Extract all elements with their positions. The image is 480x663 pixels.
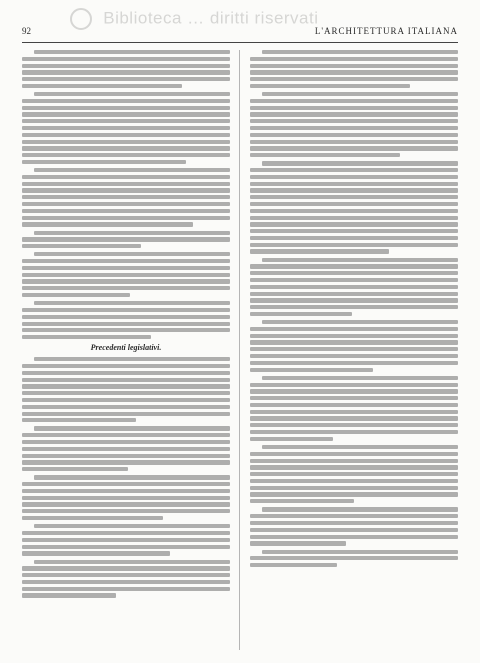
text-line-placeholder xyxy=(250,472,458,476)
text-line-placeholder xyxy=(22,405,230,409)
text-line-placeholder xyxy=(250,140,458,144)
text-line-placeholder xyxy=(250,146,458,150)
text-line-placeholder xyxy=(250,126,458,130)
text-line-placeholder xyxy=(250,195,458,199)
text-line-placeholder xyxy=(250,437,333,441)
text-line-placeholder xyxy=(250,168,458,172)
text-line-placeholder xyxy=(250,271,458,275)
text-line-placeholder xyxy=(250,236,458,240)
text-line-placeholder xyxy=(250,312,352,316)
text-line-placeholder xyxy=(22,531,230,535)
text-line-placeholder xyxy=(22,566,230,570)
text-line-placeholder xyxy=(22,440,230,444)
text-line-placeholder xyxy=(22,77,230,81)
text-line-placeholder xyxy=(250,229,458,233)
text-line-placeholder xyxy=(250,514,458,518)
text-line-placeholder xyxy=(250,70,458,74)
text-line-placeholder xyxy=(262,445,458,449)
text-line-placeholder xyxy=(22,146,230,150)
text-line-placeholder xyxy=(22,140,230,144)
text-line-placeholder xyxy=(22,418,136,422)
text-line-placeholder xyxy=(22,119,230,123)
text-line-placeholder xyxy=(250,285,458,289)
text-line-placeholder xyxy=(22,378,230,382)
text-line-placeholder xyxy=(34,475,230,479)
right-column-text xyxy=(250,50,458,567)
text-line-placeholder xyxy=(250,182,458,186)
text-line-placeholder xyxy=(250,396,458,400)
section-heading: Precedenti legislativi. xyxy=(90,343,162,353)
text-line-placeholder xyxy=(250,563,337,567)
text-line-placeholder xyxy=(22,160,186,164)
text-line-placeholder xyxy=(22,538,230,542)
text-line-placeholder xyxy=(250,57,458,61)
text-line-placeholder xyxy=(250,216,458,220)
text-line-placeholder xyxy=(22,175,230,179)
text-line-placeholder xyxy=(250,249,389,253)
text-line-placeholder xyxy=(262,507,458,511)
text-line-placeholder xyxy=(22,460,230,464)
text-line-placeholder xyxy=(34,357,230,361)
text-paragraph-placeholder xyxy=(250,445,458,503)
text-line-placeholder xyxy=(262,376,458,380)
text-line-placeholder xyxy=(262,258,458,262)
text-line-placeholder xyxy=(22,273,230,277)
text-line-placeholder xyxy=(250,264,458,268)
text-line-placeholder xyxy=(250,175,458,179)
text-line-placeholder xyxy=(34,301,230,305)
running-head: L'ARCHITETTURA ITALIANA xyxy=(314,26,458,36)
text-paragraph-placeholder xyxy=(250,258,458,316)
text-line-placeholder xyxy=(250,452,458,456)
text-line-placeholder xyxy=(250,77,458,81)
text-line-placeholder xyxy=(22,593,116,597)
text-line-placeholder xyxy=(22,335,151,339)
text-line-placeholder xyxy=(22,133,230,137)
text-line-placeholder xyxy=(250,465,458,469)
text-line-placeholder xyxy=(22,84,182,88)
text-line-placeholder xyxy=(22,195,230,199)
text-line-placeholder xyxy=(34,252,230,256)
text-line-placeholder xyxy=(250,64,458,68)
text-line-placeholder xyxy=(262,550,458,554)
page-number: 92 xyxy=(22,26,31,36)
text-line-placeholder xyxy=(250,486,458,490)
text-paragraph-placeholder xyxy=(22,301,230,339)
text-line-placeholder xyxy=(22,545,230,549)
text-line-placeholder xyxy=(22,454,230,458)
text-paragraph-placeholder xyxy=(22,252,230,297)
text-line-placeholder xyxy=(250,361,458,365)
text-line-placeholder xyxy=(250,153,400,157)
text-line-placeholder xyxy=(22,322,230,326)
text-line-placeholder xyxy=(250,119,458,123)
text-line-placeholder xyxy=(22,328,230,332)
text-line-placeholder xyxy=(250,389,458,393)
text-line-placeholder xyxy=(22,279,230,283)
page-header xyxy=(22,26,458,42)
text-line-placeholder xyxy=(22,412,230,416)
text-line-placeholder xyxy=(22,64,230,68)
text-line-placeholder xyxy=(250,430,458,434)
text-line-placeholder xyxy=(22,222,193,226)
text-line-placeholder xyxy=(250,492,458,496)
left-column-upper-text xyxy=(22,50,230,339)
text-line-placeholder xyxy=(22,489,230,493)
text-line-placeholder xyxy=(34,231,230,235)
text-line-placeholder xyxy=(250,535,458,539)
text-line-placeholder xyxy=(22,364,230,368)
text-paragraph-placeholder xyxy=(22,475,230,520)
text-line-placeholder xyxy=(22,315,230,319)
text-line-placeholder xyxy=(34,168,230,172)
text-line-placeholder xyxy=(250,403,458,407)
text-paragraph-placeholder xyxy=(22,560,230,598)
text-line-placeholder xyxy=(250,368,373,372)
text-line-placeholder xyxy=(250,133,458,137)
text-line-placeholder xyxy=(22,286,230,290)
text-line-placeholder xyxy=(250,521,458,525)
text-line-placeholder xyxy=(22,509,230,513)
text-line-placeholder xyxy=(262,50,458,54)
text-line-placeholder xyxy=(22,482,230,486)
text-line-placeholder xyxy=(250,340,458,344)
text-line-placeholder xyxy=(250,459,458,463)
text-line-placeholder xyxy=(22,551,170,555)
text-line-placeholder xyxy=(262,320,458,324)
text-paragraph-placeholder xyxy=(250,92,458,157)
text-line-placeholder xyxy=(22,182,230,186)
text-line-placeholder xyxy=(250,298,458,302)
text-paragraph-placeholder xyxy=(22,168,230,226)
text-line-placeholder xyxy=(22,259,230,263)
text-line-placeholder xyxy=(250,243,458,247)
text-line-placeholder xyxy=(22,447,230,451)
left-column xyxy=(22,50,230,650)
text-line-placeholder xyxy=(250,499,354,503)
column-divider xyxy=(239,50,240,650)
text-line-placeholder xyxy=(22,433,230,437)
text-line-placeholder xyxy=(22,106,230,110)
text-line-placeholder xyxy=(22,266,230,270)
text-line-placeholder xyxy=(22,99,230,103)
text-paragraph-placeholder xyxy=(22,357,230,422)
text-line-placeholder xyxy=(22,587,230,591)
text-line-placeholder xyxy=(22,57,230,61)
right-column xyxy=(250,50,458,650)
text-line-placeholder xyxy=(262,92,458,96)
text-line-placeholder xyxy=(250,292,458,296)
text-paragraph-placeholder xyxy=(250,507,458,545)
text-line-placeholder xyxy=(250,112,458,116)
watermark-text: Biblioteca … diritti riservati xyxy=(103,8,319,28)
text-line-placeholder xyxy=(250,423,458,427)
text-line-placeholder xyxy=(250,209,458,213)
text-line-placeholder xyxy=(22,293,130,297)
text-paragraph-placeholder xyxy=(22,426,230,471)
text-line-placeholder xyxy=(34,426,230,430)
text-line-placeholder xyxy=(34,524,230,528)
text-line-placeholder xyxy=(22,308,230,312)
text-line-placeholder xyxy=(22,384,230,388)
header-rule xyxy=(22,42,458,43)
text-paragraph-placeholder xyxy=(250,161,458,253)
text-paragraph-placeholder xyxy=(250,376,458,441)
text-line-placeholder xyxy=(22,153,230,157)
text-line-placeholder xyxy=(34,560,230,564)
text-line-placeholder xyxy=(22,502,230,506)
text-line-placeholder xyxy=(250,305,458,309)
text-line-placeholder xyxy=(250,84,410,88)
text-line-placeholder xyxy=(250,347,458,351)
text-line-placeholder xyxy=(22,244,141,248)
text-line-placeholder xyxy=(22,496,230,500)
text-line-placeholder xyxy=(22,216,230,220)
text-line-placeholder xyxy=(250,416,458,420)
text-line-placeholder xyxy=(250,383,458,387)
text-line-placeholder xyxy=(250,327,458,331)
text-line-placeholder xyxy=(22,237,230,241)
text-line-placeholder xyxy=(250,479,458,483)
text-line-placeholder xyxy=(34,50,230,54)
text-line-placeholder xyxy=(22,391,230,395)
text-line-placeholder xyxy=(250,410,458,414)
text-paragraph-placeholder xyxy=(250,50,458,88)
text-line-placeholder xyxy=(22,371,230,375)
text-line-placeholder xyxy=(250,528,458,532)
text-line-placeholder xyxy=(250,541,346,545)
text-line-placeholder xyxy=(250,556,458,560)
text-paragraph-placeholder xyxy=(22,524,230,555)
text-paragraph-placeholder xyxy=(250,550,458,568)
text-line-placeholder xyxy=(22,112,230,116)
text-line-placeholder xyxy=(262,161,458,165)
text-paragraph-placeholder xyxy=(22,231,230,249)
text-line-placeholder xyxy=(250,334,458,338)
text-line-placeholder xyxy=(22,516,163,520)
text-line-placeholder xyxy=(250,188,458,192)
text-line-placeholder xyxy=(250,202,458,206)
text-line-placeholder xyxy=(22,188,230,192)
text-line-placeholder xyxy=(22,209,230,213)
left-column-lower-text xyxy=(22,357,230,597)
text-paragraph-placeholder xyxy=(22,92,230,164)
text-line-placeholder xyxy=(250,222,458,226)
text-line-placeholder xyxy=(22,573,230,577)
text-line-placeholder xyxy=(250,278,458,282)
text-line-placeholder xyxy=(250,106,458,110)
text-line-placeholder xyxy=(22,467,128,471)
text-line-placeholder xyxy=(22,202,230,206)
text-line-placeholder xyxy=(250,99,458,103)
text-line-placeholder xyxy=(22,126,230,130)
text-line-placeholder xyxy=(250,354,458,358)
text-paragraph-placeholder xyxy=(22,50,230,88)
text-paragraph-placeholder xyxy=(250,320,458,372)
text-line-placeholder xyxy=(22,398,230,402)
text-line-placeholder xyxy=(22,70,230,74)
text-line-placeholder xyxy=(34,92,230,96)
text-line-placeholder xyxy=(22,580,230,584)
